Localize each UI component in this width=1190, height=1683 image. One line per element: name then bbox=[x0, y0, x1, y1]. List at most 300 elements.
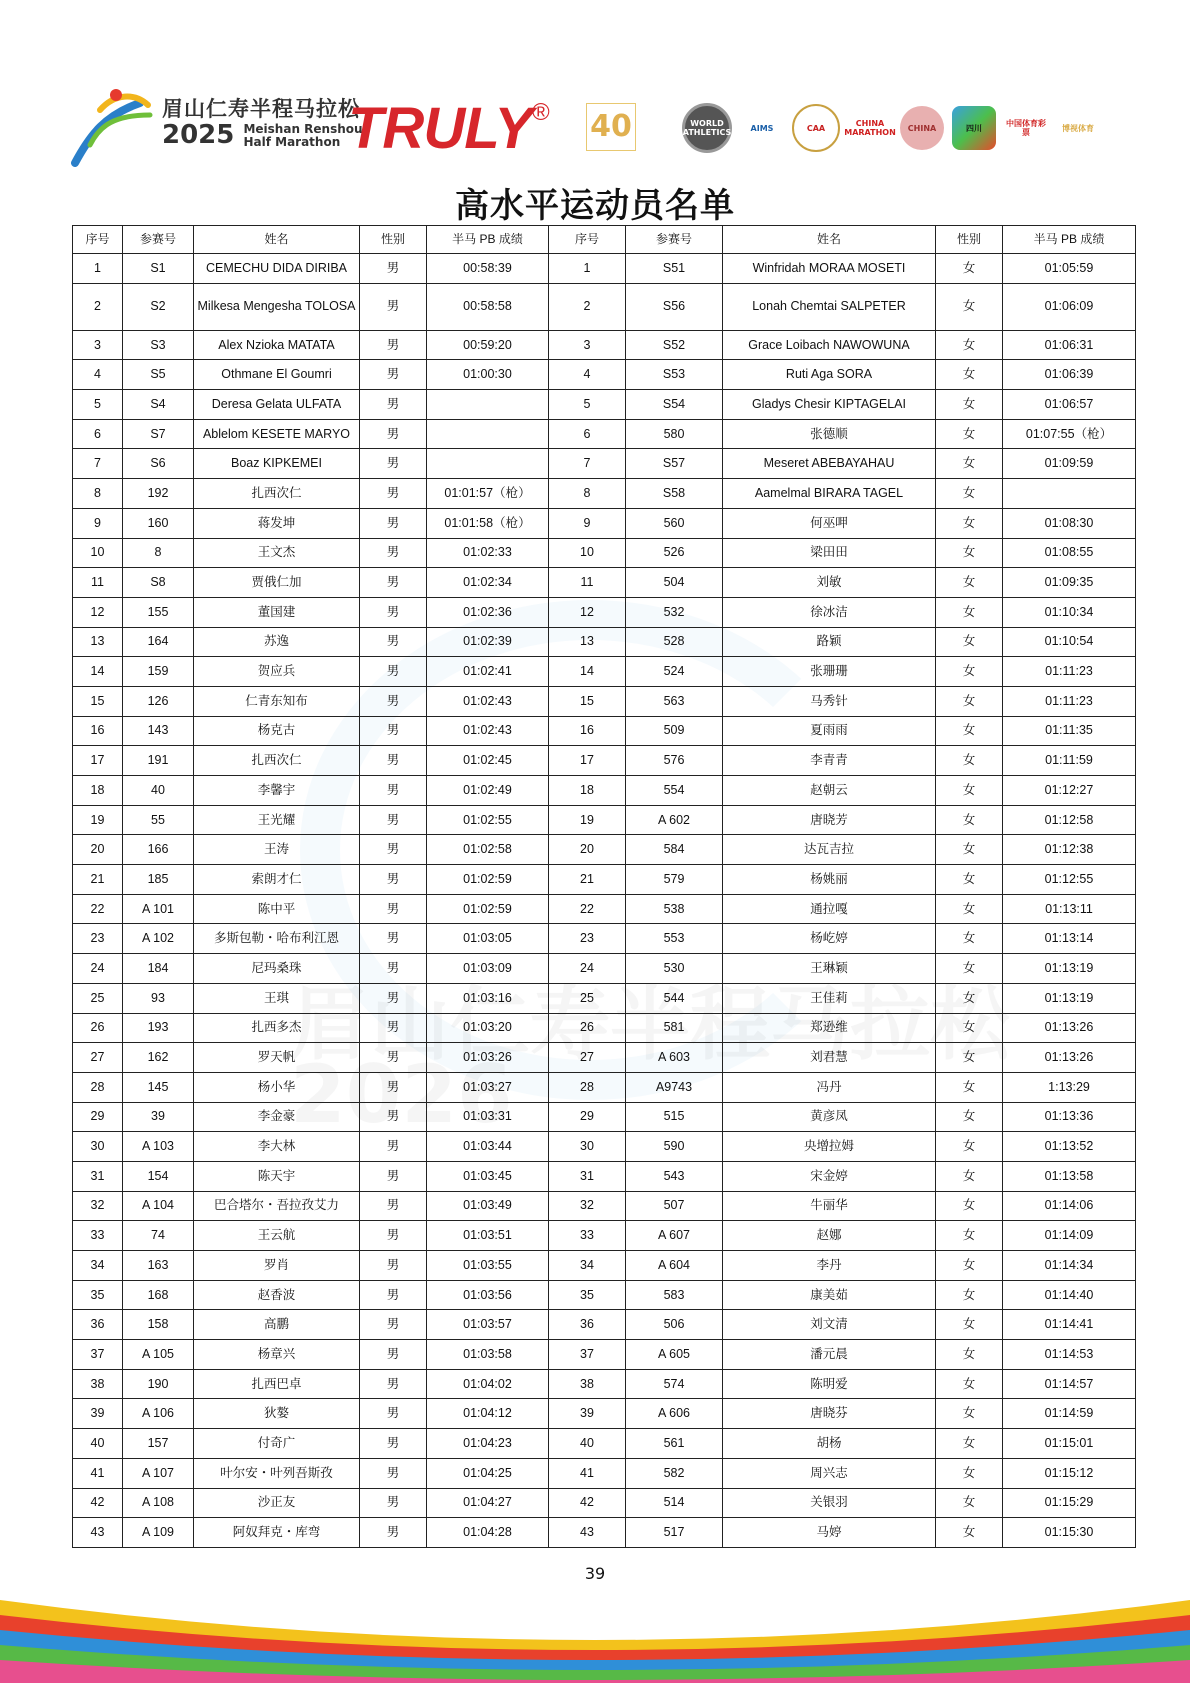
male-pb-cell: 01:03:20 bbox=[427, 1013, 549, 1043]
female-pb-cell: 01:07:55（枪） bbox=[1003, 419, 1136, 449]
boshi-sports-logo-icon: 博视体育 bbox=[1062, 123, 1094, 133]
male-name-cell: 多斯包勒・哈布利江恩 bbox=[194, 924, 360, 954]
table-row bbox=[73, 1251, 1136, 1281]
male-pb-cell: 01:02:43 bbox=[427, 716, 549, 746]
female-index-cell: 42 bbox=[549, 1488, 626, 1518]
male-index-cell: 3 bbox=[73, 330, 123, 360]
male-gender-cell: 男 bbox=[360, 835, 427, 865]
male-bib-cell: 184 bbox=[123, 954, 194, 984]
female-bib-cell: 574 bbox=[626, 1369, 723, 1399]
female-index-cell: 25 bbox=[549, 983, 626, 1013]
table-row bbox=[73, 360, 1136, 390]
table-row bbox=[73, 597, 1136, 627]
male-gender-cell: 男 bbox=[360, 568, 427, 598]
female-index-cell: 26 bbox=[549, 1013, 626, 1043]
caa-logo-icon: CAA bbox=[792, 104, 840, 152]
male-pb-cell: 01:03:05 bbox=[427, 924, 549, 954]
male-index-cell: 17 bbox=[73, 746, 123, 776]
table-row bbox=[73, 865, 1136, 895]
female-gender-cell: 女 bbox=[936, 479, 1003, 509]
table-row bbox=[73, 924, 1136, 954]
male-index-cell: 5 bbox=[73, 390, 123, 420]
male-gender-cell: 男 bbox=[360, 1429, 427, 1459]
sponsor-brand: TRULY bbox=[348, 96, 533, 161]
female-gender-cell: 女 bbox=[936, 330, 1003, 360]
female-bib-cell: 553 bbox=[626, 924, 723, 954]
male-name-cell: 扎西次仁 bbox=[194, 479, 360, 509]
female-index-cell: 23 bbox=[549, 924, 626, 954]
male-gender-cell: 男 bbox=[360, 716, 427, 746]
female-pb-cell: 01:11:59 bbox=[1003, 746, 1136, 776]
male-name-cell: 李大林 bbox=[194, 1132, 360, 1162]
female-gender-cell: 女 bbox=[936, 716, 1003, 746]
female-bib-cell: 581 bbox=[626, 1013, 723, 1043]
female-name-cell: 杨屹婷 bbox=[723, 924, 936, 954]
female-index-cell: 9 bbox=[549, 508, 626, 538]
female-index-cell: 28 bbox=[549, 1072, 626, 1102]
male-pb-cell: 01:04:28 bbox=[427, 1518, 549, 1548]
table-row bbox=[73, 479, 1136, 509]
female-bib-cell: 563 bbox=[626, 686, 723, 716]
male-name-cell: 罗肖 bbox=[194, 1251, 360, 1281]
male-gender-cell: 男 bbox=[360, 776, 427, 806]
event-name-cn: 眉山仁寿半程马拉松 bbox=[162, 97, 360, 121]
male-pb-cell: 00:59:20 bbox=[427, 330, 549, 360]
male-pb-cell: 00:58:58 bbox=[427, 283, 549, 330]
table-row bbox=[73, 390, 1136, 420]
male-bib-cell: S1 bbox=[123, 254, 194, 284]
male-pb-cell: 01:04:25 bbox=[427, 1458, 549, 1488]
male-gender-cell: 男 bbox=[360, 1280, 427, 1310]
male-bib-cell: 93 bbox=[123, 983, 194, 1013]
male-pb-cell: 01:02:43 bbox=[427, 686, 549, 716]
table-row bbox=[73, 1369, 1136, 1399]
female-gender-cell: 女 bbox=[936, 419, 1003, 449]
female-bib-cell: S53 bbox=[626, 360, 723, 390]
female-name-cell: 胡杨 bbox=[723, 1429, 936, 1459]
female-pb-cell: 01:12:58 bbox=[1003, 805, 1136, 835]
male-bib-cell: S2 bbox=[123, 283, 194, 330]
male-index-cell: 4 bbox=[73, 360, 123, 390]
male-index-cell: 19 bbox=[73, 805, 123, 835]
male-index-cell: 23 bbox=[73, 924, 123, 954]
female-gender-cell: 女 bbox=[936, 865, 1003, 895]
male-index-cell: 34 bbox=[73, 1251, 123, 1281]
female-index-cell: 15 bbox=[549, 686, 626, 716]
female-name-cell: 唐晓芬 bbox=[723, 1399, 936, 1429]
sponsor-logos bbox=[682, 103, 1100, 153]
male-pb-cell: 01:02:58 bbox=[427, 835, 549, 865]
male-pb-cell: 01:03:44 bbox=[427, 1132, 549, 1162]
female-bib-cell: 576 bbox=[626, 746, 723, 776]
table-row bbox=[73, 686, 1136, 716]
female-index-cell: 43 bbox=[549, 1518, 626, 1548]
male-name-cell: Milkesa Mengesha TOLOSA bbox=[194, 283, 360, 330]
female-index-cell: 8 bbox=[549, 479, 626, 509]
male-gender-cell: 男 bbox=[360, 1132, 427, 1162]
female-name-cell: 杨姚丽 bbox=[723, 865, 936, 895]
female-pb-cell: 01:13:19 bbox=[1003, 954, 1136, 984]
page-header bbox=[70, 85, 1130, 170]
male-pb-cell: 01:00:30 bbox=[427, 360, 549, 390]
female-index-cell: 33 bbox=[549, 1221, 626, 1251]
female-bib-cell: 554 bbox=[626, 776, 723, 806]
male-pb-cell: 01:02:36 bbox=[427, 597, 549, 627]
female-gender-cell: 女 bbox=[936, 954, 1003, 984]
male-name-cell: 扎西巴卓 bbox=[194, 1369, 360, 1399]
male-bib-cell: S8 bbox=[123, 568, 194, 598]
table-row bbox=[73, 1340, 1136, 1370]
female-name-cell: 刘君慧 bbox=[723, 1043, 936, 1073]
male-index-cell: 22 bbox=[73, 894, 123, 924]
female-index-cell: 27 bbox=[549, 1043, 626, 1073]
male-bib-cell: 185 bbox=[123, 865, 194, 895]
table-row bbox=[73, 1132, 1136, 1162]
male-bib-cell: S6 bbox=[123, 449, 194, 479]
male-bib-cell: 145 bbox=[123, 1072, 194, 1102]
female-name-cell: Winfridah MORAA MOSETI bbox=[723, 254, 936, 284]
female-gender-cell: 女 bbox=[936, 835, 1003, 865]
male-gender-cell: 男 bbox=[360, 390, 427, 420]
female-pb-cell: 01:08:55 bbox=[1003, 538, 1136, 568]
female-pb-cell: 01:09:59 bbox=[1003, 449, 1136, 479]
male-gender-cell: 男 bbox=[360, 1013, 427, 1043]
female-pb-cell: 01:08:30 bbox=[1003, 508, 1136, 538]
column-header-pb: 半马 PB 成绩 bbox=[427, 226, 549, 254]
male-gender-cell: 男 bbox=[360, 924, 427, 954]
male-gender-cell: 男 bbox=[360, 1072, 427, 1102]
male-gender-cell: 男 bbox=[360, 805, 427, 835]
male-name-cell: 董国建 bbox=[194, 597, 360, 627]
column-header-name: 姓名 bbox=[723, 226, 936, 254]
female-name-cell: 徐冰洁 bbox=[723, 597, 936, 627]
male-gender-cell: 男 bbox=[360, 449, 427, 479]
male-index-cell: 41 bbox=[73, 1458, 123, 1488]
male-bib-cell: 126 bbox=[123, 686, 194, 716]
male-name-cell: 仁青东知布 bbox=[194, 686, 360, 716]
male-pb-cell bbox=[427, 390, 549, 420]
male-bib-cell: A 105 bbox=[123, 1340, 194, 1370]
male-name-cell: 王光耀 bbox=[194, 805, 360, 835]
male-pb-cell: 01:03:49 bbox=[427, 1191, 549, 1221]
male-bib-cell: A 109 bbox=[123, 1518, 194, 1548]
male-name-cell: 王涛 bbox=[194, 835, 360, 865]
male-bib-cell: 154 bbox=[123, 1161, 194, 1191]
male-name-cell: 沙正友 bbox=[194, 1488, 360, 1518]
male-index-cell: 15 bbox=[73, 686, 123, 716]
male-index-cell: 32 bbox=[73, 1191, 123, 1221]
male-bib-cell: S4 bbox=[123, 390, 194, 420]
female-gender-cell: 女 bbox=[936, 924, 1003, 954]
male-name-cell: 狄嫯 bbox=[194, 1399, 360, 1429]
female-bib-cell: 532 bbox=[626, 597, 723, 627]
marathon-runner-logo-icon bbox=[70, 85, 158, 169]
male-name-cell: 扎西多杰 bbox=[194, 1013, 360, 1043]
male-bib-cell: A 103 bbox=[123, 1132, 194, 1162]
page-title: 高水平运动员名单 bbox=[455, 186, 735, 226]
male-pb-cell: 01:03:16 bbox=[427, 983, 549, 1013]
female-index-cell: 12 bbox=[549, 597, 626, 627]
female-gender-cell: 女 bbox=[936, 597, 1003, 627]
female-bib-cell: 507 bbox=[626, 1191, 723, 1221]
male-name-cell: Boaz KIPKEMEI bbox=[194, 449, 360, 479]
female-pb-cell: 01:13:58 bbox=[1003, 1161, 1136, 1191]
male-bib-cell: 155 bbox=[123, 597, 194, 627]
male-name-cell: Ablelom KESETE MARYO bbox=[194, 419, 360, 449]
female-pb-cell: 01:13:11 bbox=[1003, 894, 1136, 924]
female-gender-cell: 女 bbox=[936, 390, 1003, 420]
male-index-cell: 2 bbox=[73, 283, 123, 330]
male-name-cell: 阿奴拜克・库弯 bbox=[194, 1518, 360, 1548]
female-pb-cell: 01:12:27 bbox=[1003, 776, 1136, 806]
female-index-cell: 24 bbox=[549, 954, 626, 984]
table-row bbox=[73, 716, 1136, 746]
male-gender-cell: 男 bbox=[360, 1191, 427, 1221]
female-bib-cell: 582 bbox=[626, 1458, 723, 1488]
table-row bbox=[73, 627, 1136, 657]
female-index-cell: 2 bbox=[549, 283, 626, 330]
male-bib-cell: 39 bbox=[123, 1102, 194, 1132]
page-number: 39 bbox=[584, 1564, 606, 1583]
female-name-cell: 张德顺 bbox=[723, 419, 936, 449]
female-pb-cell: 01:06:09 bbox=[1003, 283, 1136, 330]
female-index-cell: 10 bbox=[549, 538, 626, 568]
female-bib-cell: 515 bbox=[626, 1102, 723, 1132]
female-index-cell: 40 bbox=[549, 1429, 626, 1459]
female-gender-cell: 女 bbox=[936, 657, 1003, 687]
male-index-cell: 39 bbox=[73, 1399, 123, 1429]
female-bib-cell: 530 bbox=[626, 954, 723, 984]
male-gender-cell: 男 bbox=[360, 1518, 427, 1548]
male-index-cell: 11 bbox=[73, 568, 123, 598]
column-header-name: 姓名 bbox=[194, 226, 360, 254]
female-name-cell: 赵娜 bbox=[723, 1221, 936, 1251]
female-index-cell: 31 bbox=[549, 1161, 626, 1191]
female-pb-cell: 01:13:14 bbox=[1003, 924, 1136, 954]
male-bib-cell: 74 bbox=[123, 1221, 194, 1251]
male-bib-cell: S7 bbox=[123, 419, 194, 449]
male-index-cell: 36 bbox=[73, 1310, 123, 1340]
male-gender-cell: 男 bbox=[360, 865, 427, 895]
male-pb-cell bbox=[427, 419, 549, 449]
female-bib-cell: S57 bbox=[626, 449, 723, 479]
column-header-index: 序号 bbox=[549, 226, 626, 254]
male-gender-cell: 男 bbox=[360, 597, 427, 627]
female-name-cell: 牛丽华 bbox=[723, 1191, 936, 1221]
male-name-cell: 付奇广 bbox=[194, 1429, 360, 1459]
table-row bbox=[73, 254, 1136, 284]
male-index-cell: 29 bbox=[73, 1102, 123, 1132]
male-name-cell: 巴合塔尔・吾拉孜艾力 bbox=[194, 1191, 360, 1221]
male-gender-cell: 男 bbox=[360, 1310, 427, 1340]
female-pb-cell: 01:10:34 bbox=[1003, 597, 1136, 627]
table-row bbox=[73, 983, 1136, 1013]
male-pb-cell: 01:03:57 bbox=[427, 1310, 549, 1340]
female-name-cell: 周兴志 bbox=[723, 1458, 936, 1488]
female-name-cell: 冯丹 bbox=[723, 1072, 936, 1102]
male-index-cell: 20 bbox=[73, 835, 123, 865]
table-row bbox=[73, 1221, 1136, 1251]
table-row bbox=[73, 1458, 1136, 1488]
male-index-cell: 9 bbox=[73, 508, 123, 538]
world-athletics-logo-icon: WORLD ATHLETICS bbox=[682, 103, 732, 153]
male-index-cell: 12 bbox=[73, 597, 123, 627]
female-pb-cell: 01:06:57 bbox=[1003, 390, 1136, 420]
male-gender-cell: 男 bbox=[360, 1488, 427, 1518]
male-index-cell: 7 bbox=[73, 449, 123, 479]
male-index-cell: 27 bbox=[73, 1043, 123, 1073]
table-row bbox=[73, 419, 1136, 449]
female-gender-cell: 女 bbox=[936, 627, 1003, 657]
female-bib-cell: 514 bbox=[626, 1488, 723, 1518]
male-gender-cell: 男 bbox=[360, 508, 427, 538]
male-name-cell: 王文杰 bbox=[194, 538, 360, 568]
male-name-cell: Othmane El Goumri bbox=[194, 360, 360, 390]
female-index-cell: 14 bbox=[549, 657, 626, 687]
female-index-cell: 19 bbox=[549, 805, 626, 835]
female-pb-cell: 01:14:06 bbox=[1003, 1191, 1136, 1221]
male-gender-cell: 男 bbox=[360, 538, 427, 568]
male-bib-cell: 157 bbox=[123, 1429, 194, 1459]
female-pb-cell: 01:12:55 bbox=[1003, 865, 1136, 895]
male-index-cell: 43 bbox=[73, 1518, 123, 1548]
female-gender-cell: 女 bbox=[936, 686, 1003, 716]
female-gender-cell: 女 bbox=[936, 1221, 1003, 1251]
female-bib-cell: A 604 bbox=[626, 1251, 723, 1281]
female-gender-cell: 女 bbox=[936, 1161, 1003, 1191]
male-name-cell: Alex Nzioka MATATA bbox=[194, 330, 360, 360]
male-index-cell: 30 bbox=[73, 1132, 123, 1162]
female-name-cell: 何巫呷 bbox=[723, 508, 936, 538]
male-bib-cell: 164 bbox=[123, 627, 194, 657]
male-name-cell: 苏逸 bbox=[194, 627, 360, 657]
female-name-cell: 达瓦吉拉 bbox=[723, 835, 936, 865]
male-pb-cell: 01:03:09 bbox=[427, 954, 549, 984]
male-index-cell: 1 bbox=[73, 254, 123, 284]
male-name-cell: 扎西次仁 bbox=[194, 746, 360, 776]
male-index-cell: 40 bbox=[73, 1429, 123, 1459]
female-pb-cell: 01:11:35 bbox=[1003, 716, 1136, 746]
table-row bbox=[73, 746, 1136, 776]
male-gender-cell: 男 bbox=[360, 1161, 427, 1191]
female-index-cell: 30 bbox=[549, 1132, 626, 1162]
female-gender-cell: 女 bbox=[936, 1310, 1003, 1340]
female-pb-cell: 01:11:23 bbox=[1003, 657, 1136, 687]
event-name-en-1: Meishan Renshou bbox=[243, 122, 363, 136]
table-row bbox=[73, 835, 1136, 865]
female-pb-cell: 01:13:26 bbox=[1003, 1043, 1136, 1073]
male-name-cell: 尼玛桑珠 bbox=[194, 954, 360, 984]
table-row bbox=[73, 1013, 1136, 1043]
female-bib-cell: 538 bbox=[626, 894, 723, 924]
female-index-cell: 20 bbox=[549, 835, 626, 865]
male-index-cell: 28 bbox=[73, 1072, 123, 1102]
female-pb-cell bbox=[1003, 479, 1136, 509]
male-gender-cell: 男 bbox=[360, 1340, 427, 1370]
table-row bbox=[73, 1399, 1136, 1429]
female-name-cell: Lonah Chemtai SALPETER bbox=[723, 283, 936, 330]
male-pb-cell: 00:58:39 bbox=[427, 254, 549, 284]
female-bib-cell: A 607 bbox=[626, 1221, 723, 1251]
female-index-cell: 5 bbox=[549, 390, 626, 420]
female-gender-cell: 女 bbox=[936, 983, 1003, 1013]
female-index-cell: 39 bbox=[549, 1399, 626, 1429]
female-pb-cell: 01:14:40 bbox=[1003, 1280, 1136, 1310]
male-pb-cell bbox=[427, 449, 549, 479]
female-index-cell: 11 bbox=[549, 568, 626, 598]
female-name-cell: 马秀针 bbox=[723, 686, 936, 716]
male-bib-cell: A 101 bbox=[123, 894, 194, 924]
female-index-cell: 34 bbox=[549, 1251, 626, 1281]
male-bib-cell: A 108 bbox=[123, 1488, 194, 1518]
female-pb-cell: 01:14:09 bbox=[1003, 1221, 1136, 1251]
male-index-cell: 31 bbox=[73, 1161, 123, 1191]
elite-athletes-table bbox=[72, 225, 1136, 1548]
male-index-cell: 42 bbox=[73, 1488, 123, 1518]
female-name-cell: 通拉嘎 bbox=[723, 894, 936, 924]
female-bib-cell: S56 bbox=[626, 283, 723, 330]
male-name-cell: Deresa Gelata ULFATA bbox=[194, 390, 360, 420]
male-bib-cell: 158 bbox=[123, 1310, 194, 1340]
male-name-cell: 贺应兵 bbox=[194, 657, 360, 687]
table-row bbox=[73, 1072, 1136, 1102]
female-gender-cell: 女 bbox=[936, 1280, 1003, 1310]
sponsor-truly-logo bbox=[348, 95, 549, 162]
male-gender-cell: 男 bbox=[360, 1221, 427, 1251]
male-index-cell: 37 bbox=[73, 1340, 123, 1370]
table-header-row bbox=[73, 226, 1136, 254]
male-pb-cell: 01:04:02 bbox=[427, 1369, 549, 1399]
female-bib-cell: S54 bbox=[626, 390, 723, 420]
female-name-cell: 陈明爱 bbox=[723, 1369, 936, 1399]
female-bib-cell: 543 bbox=[626, 1161, 723, 1191]
female-name-cell: Gladys Chesir KIPTAGELAI bbox=[723, 390, 936, 420]
table-row bbox=[73, 657, 1136, 687]
male-gender-cell: 男 bbox=[360, 1251, 427, 1281]
china-sports-lottery-logo-icon: 中国体育彩票 bbox=[1006, 119, 1046, 137]
female-pb-cell: 01:15:29 bbox=[1003, 1488, 1136, 1518]
male-gender-cell: 男 bbox=[360, 894, 427, 924]
female-gender-cell: 女 bbox=[936, 568, 1003, 598]
female-bib-cell: A9743 bbox=[626, 1072, 723, 1102]
male-bib-cell: 191 bbox=[123, 746, 194, 776]
male-bib-cell: A 104 bbox=[123, 1191, 194, 1221]
male-gender-cell: 男 bbox=[360, 330, 427, 360]
female-pb-cell: 1:13:29 bbox=[1003, 1072, 1136, 1102]
male-bib-cell: 192 bbox=[123, 479, 194, 509]
female-bib-cell: 561 bbox=[626, 1429, 723, 1459]
male-gender-cell: 男 bbox=[360, 1369, 427, 1399]
male-bib-cell: 162 bbox=[123, 1043, 194, 1073]
male-index-cell: 6 bbox=[73, 419, 123, 449]
male-index-cell: 8 bbox=[73, 479, 123, 509]
column-header-gender: 性别 bbox=[936, 226, 1003, 254]
female-name-cell: 郑逊维 bbox=[723, 1013, 936, 1043]
column-header-pb: 半马 PB 成绩 bbox=[1003, 226, 1136, 254]
female-name-cell: 关银羽 bbox=[723, 1488, 936, 1518]
female-bib-cell: 528 bbox=[626, 627, 723, 657]
male-pb-cell: 01:02:59 bbox=[427, 865, 549, 895]
female-bib-cell: A 605 bbox=[626, 1340, 723, 1370]
female-name-cell: 张珊珊 bbox=[723, 657, 936, 687]
male-gender-cell: 男 bbox=[360, 686, 427, 716]
male-pb-cell: 01:03:56 bbox=[427, 1280, 549, 1310]
female-gender-cell: 女 bbox=[936, 1013, 1003, 1043]
table-row bbox=[73, 568, 1136, 598]
male-name-cell: 赵香波 bbox=[194, 1280, 360, 1310]
female-index-cell: 38 bbox=[549, 1369, 626, 1399]
male-bib-cell: 55 bbox=[123, 805, 194, 835]
